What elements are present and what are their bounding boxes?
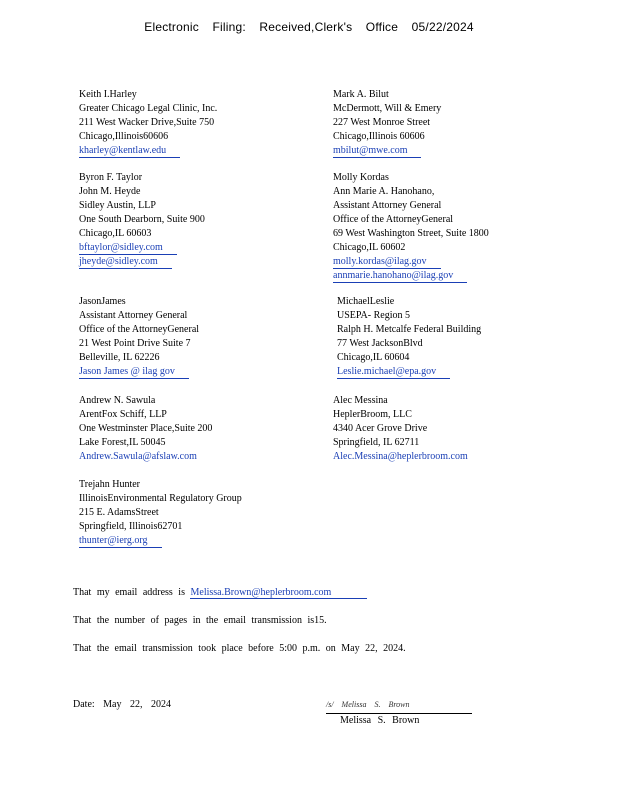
- filing-stamp-header: Electronic Filing: Received,Clerk's Office 05/22/2024: [144, 20, 474, 34]
- cert-email-link[interactable]: Melissa.Brown@heplerbroom.com: [190, 587, 367, 599]
- entry-line: Andrew N. Sawula: [79, 395, 156, 406]
- email-link[interactable]: jheyde@sidley.com: [79, 256, 172, 269]
- service-entry-ilag: [333, 171, 489, 283]
- service-entry-hunter: [79, 478, 242, 548]
- service-entry-james: [79, 295, 199, 379]
- cert-email-statement: [73, 586, 367, 600]
- date-value: May 22, 2024: [103, 699, 171, 710]
- entry-line: Springfield, IL 62711: [333, 437, 420, 448]
- date-label: Date:: [73, 699, 95, 710]
- entry-line: 211 West Wacker Drive,Suite 750: [79, 117, 215, 128]
- cert-time-statement: That the email transmission took place before 5:00 p.m. on May 22, 2024.: [73, 643, 406, 654]
- entry-line: John M. Heyde: [79, 186, 141, 197]
- entry-line: 69 West Washington Street, Suite 1800: [333, 228, 489, 239]
- email-link[interactable]: annmarie.hanohano@ilag.gov: [333, 270, 467, 283]
- entry-line: Chicago,IL 60603: [79, 228, 152, 239]
- entry-line: ArentFox Schiff, LLP: [79, 409, 167, 420]
- entry-line: Keith I.Harley: [79, 89, 137, 100]
- entry-line: Trejahn Hunter: [79, 479, 141, 490]
- electronic-signature: /s/ Melissa S. Brown: [326, 698, 472, 714]
- entry-line: 21 West Point Drive Suite 7: [79, 338, 191, 349]
- entry-line: Byron F. Taylor: [79, 172, 143, 183]
- date-line: [73, 698, 171, 712]
- entry-line: 227 West Monroe Street: [333, 117, 431, 128]
- entry-line: Belleville, IL 62226: [79, 352, 160, 363]
- entry-line: Assistant Attorney General: [79, 310, 188, 321]
- service-entry-sidley: [79, 171, 205, 269]
- email-link[interactable]: Alec.Messina@heplerbroom.com: [333, 451, 468, 462]
- email-link[interactable]: bftaylor@sidley.com: [79, 242, 177, 255]
- entry-line: Chicago,Illinois 60606: [333, 131, 425, 142]
- email-link[interactable]: mbilut@mwe.com: [333, 145, 421, 158]
- entry-line: Assistant Attorney General: [333, 200, 442, 211]
- service-entry-messina: [333, 394, 482, 464]
- entry-line: Office of the AttorneyGeneral: [79, 324, 200, 335]
- cert-pages-statement: That the number of pages in the email transmission is15.: [73, 615, 327, 626]
- entry-line: HeplerBroom, LLC: [333, 409, 412, 420]
- entry-line: Sidley Austin, LLP: [79, 200, 156, 211]
- service-entry-sawula: [79, 394, 212, 464]
- email-link[interactable]: Leslie.michael@epa.gov: [337, 366, 450, 379]
- entry-line: USEPA- Region 5: [337, 310, 410, 321]
- entry-line: Alec Messina: [333, 395, 388, 406]
- entry-line: Ralph H. Metcalfe Federal Building: [337, 324, 482, 335]
- service-entry-leslie: [337, 295, 481, 379]
- entry-line: Chicago,Illinois60606: [79, 131, 169, 142]
- email-link[interactable]: Andrew.Sawula@afslaw.com: [79, 451, 197, 462]
- entry-line: Office of the AttorneyGeneral: [333, 214, 454, 225]
- email-link[interactable]: Jason James @ ilag gov: [79, 366, 189, 379]
- entry-line: Chicago,IL 60604: [337, 352, 410, 363]
- entry-line: MichaelLeslie: [337, 296, 395, 307]
- entry-line: 77 West JacksonBlvd: [337, 338, 423, 349]
- entry-line: Lake Forest,IL 50045: [79, 437, 166, 448]
- entry-line: One Westminster Place,Suite 200: [79, 423, 213, 434]
- signature-block: [326, 698, 472, 728]
- email-link[interactable]: molly.kordas@ilag.gov: [333, 256, 441, 269]
- entry-line: 215 E. AdamsStreet: [79, 507, 159, 518]
- entry-line: Mark A. Bilut: [333, 89, 389, 100]
- email-link[interactable]: thunter@ierg.org: [79, 535, 162, 548]
- entry-line: Chicago,IL 60602: [333, 242, 406, 253]
- service-entry-bilut: [333, 88, 441, 158]
- entry-line: Greater Chicago Legal Clinic, Inc.: [79, 103, 218, 114]
- entry-line: One South Dearborn, Suite 900: [79, 214, 205, 225]
- service-entry-harley: [79, 88, 217, 158]
- entry-line: McDermott, Will & Emery: [333, 103, 442, 114]
- entry-line: IllinoisEnvironmental Regulatory Group: [79, 493, 242, 504]
- email-link[interactable]: kharley@kentlaw.edu: [79, 145, 180, 158]
- entry-line: Ann Marie A. Hanohano,: [333, 186, 435, 197]
- entry-line: 4340 Acer Grove Drive: [333, 423, 428, 434]
- entry-line: Molly Kordas: [333, 172, 389, 183]
- entry-line: Springfield, Illinois62701: [79, 521, 183, 532]
- cert-email-prefix: That my email address is: [73, 587, 185, 598]
- entry-line: JasonJames: [79, 296, 126, 307]
- signer-name: Melissa S. Brown: [340, 715, 420, 726]
